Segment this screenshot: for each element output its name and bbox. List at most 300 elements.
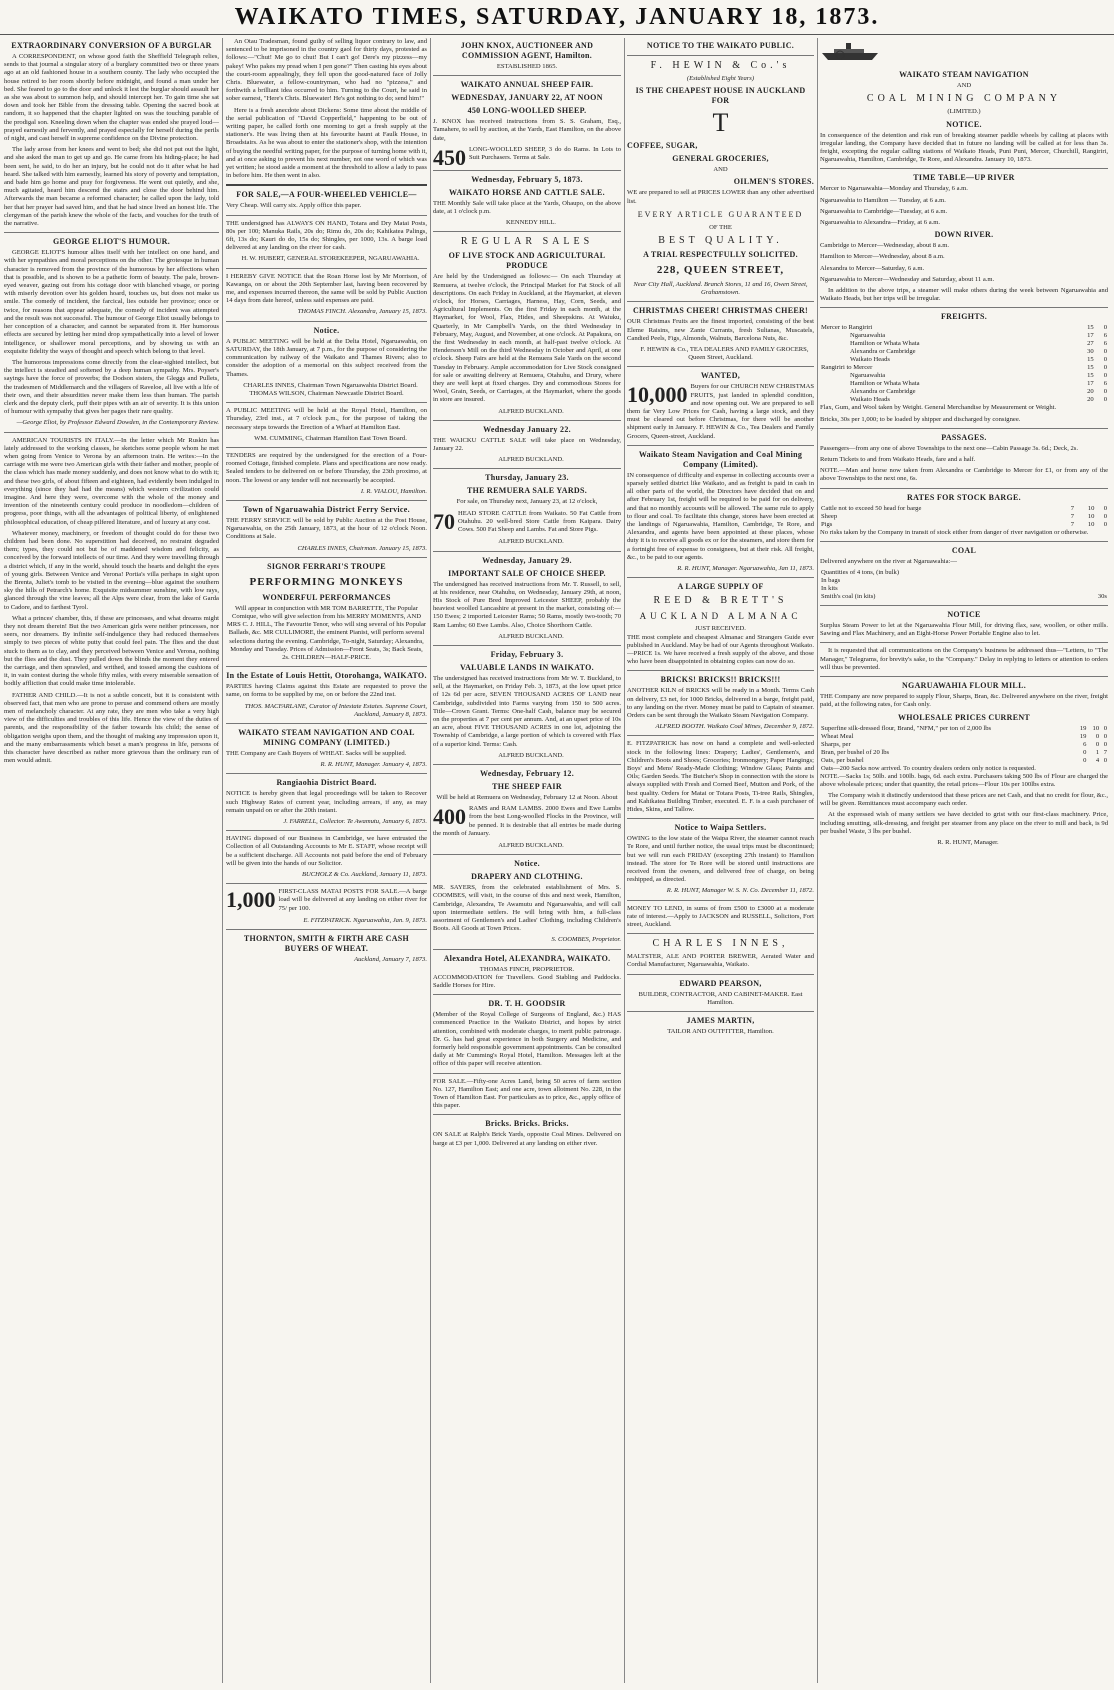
table-cell: 15 [1087, 372, 1094, 380]
table-row [820, 364, 1108, 372]
ad-big-number: 450 [433, 144, 466, 170]
table-cell: 0 [1103, 512, 1107, 520]
ad-headline: Notice. [313, 325, 340, 335]
ad-headline: OF LIVE STOCK AND AGRICULTURAL PRODUCE [448, 251, 606, 271]
ad-headline: NGARUAWAHIA FLOUR MILL. [901, 681, 1027, 691]
ad-subline: ESTABLISHED 1865. [496, 63, 558, 70]
divider [226, 883, 427, 884]
table-cell: 19 [1079, 732, 1087, 740]
divider [433, 994, 621, 995]
article-paragraph: Whatever money, machinery, or freedom of thought could do for these two children had been done. No superstition had deceived, no restraint degraded them; types, they could not but be of maddened wisdom and felicity, as conceived by the forward intellects of our time. And they were travelling through a district which, if any in the world, should touch the hearts and delight the eyes of young girls. Between Venice and Verona! Portia's villa perhaps in sight upon the Brenta, Juliet's tomb to be visited in the evening—blue against the southern sky the hills of Petrarch's home. Exquisite midsummer sunshine, with low rays, glanced through the vine leaves; all the Alps were clear, from the lake of Garda to Cadore, and to farthest Tyrol. [4, 529, 219, 611]
ad-text: Bricks, 30s per 1,000; to be loaded by shipper and discharged by consignee. [820, 415, 1021, 423]
table-cell: 0 [1103, 724, 1107, 732]
ad-subline: (LIMITED.) [947, 108, 981, 116]
ad-text: The Company wish it distinctly understood that these prices are net Cash, and that no credit for flour, &c., will be given. Remittances must accompany each order. [820, 791, 1108, 808]
divider [226, 321, 427, 322]
ad-headline: BEST QUALITY. [658, 235, 783, 247]
ad-text: For sale, on Thursday next, January 23, at 12 o'clock, [456, 498, 598, 506]
divider [433, 1073, 621, 1074]
ad-headline: REED & BRETT'S [653, 595, 788, 607]
ad-text: Buyers for our CHURCH NEW CHRISTMAS FRUITS, just landed in splendid condition, and now opening out. We are prepared to sell them far Very Low Prices for Cash, having a large stock, and they must be cleared out before Christmas, for there will be another shipment early in January. F. HEWIN & Co., Tea Dealers and Family Grocers, Queen-street, Auckland. [627, 383, 814, 440]
ad-cattle [433, 510, 621, 535]
column-5 [820, 38, 1108, 1683]
ad-headline: Wednesday, January 29. [482, 555, 572, 565]
steamship-icon [820, 40, 880, 62]
ad-headline: NOTICE. [946, 119, 982, 129]
ad-subline: BUILDER, CONTRACTOR, AND CABINET-MAKER. East Hamilton. [638, 990, 803, 1006]
ad-headline: OILMEN'S STORES. [733, 177, 814, 187]
ad-signature: R. R. HUNT, Manager. January 4, 1873. [320, 761, 427, 769]
ad-headline: Notice to Waipa Settlers. [674, 823, 767, 833]
ad-subline: JUST RECEIVED. [695, 625, 746, 633]
table-cell: Ngaruawahia [850, 372, 886, 380]
table-cell: 6 [1103, 332, 1107, 340]
table-cell: 30 [1087, 348, 1094, 356]
ad-headline: WANTED, [700, 371, 741, 381]
ad-headline: WAIKATO STEAM NAVIGATION AND COAL MINING COMPANY (LIMITED.) [238, 727, 415, 747]
table-cell: Cattle not to exceed 50 head for barge [821, 504, 922, 512]
ad-text: RAMS and RAM LAMBS. 2000 Ewes and Ewe Lambs from the best Long-woolled Flocks in the Province, will be penned. It is desirable that all entries be made during the month of January. [433, 805, 621, 837]
table-cell: Sheep [821, 512, 838, 520]
table-cell: 20 [1087, 396, 1094, 404]
ad-text: Return Tickets to and from Waikato Heads, fare and a half. [820, 456, 976, 464]
divider [433, 231, 621, 232]
ad-headline: Friday, February 3. [490, 649, 564, 659]
stock-rates-table [820, 505, 1108, 529]
table-cell: Rangiriri to Mercer [821, 364, 873, 372]
ad-signature: ALFRED BUCKLAND. [498, 407, 564, 415]
ad-text: E. FITZPATRICK has now on hand a complete and well-selected stock in the following lines: Drapery; Ladies', Gentlemen's, and Children's Boots and Shoes; Groceries; Ironmongery; Paper Hangings; Boys' and Mens' Ready-Made Clothing; Window Glass; Paints and Oils; Garden Seeds. The Butcher's Shop in connection with the store is always supplied with Fresh and Corned Beef, Mutton and Pork, of the best quality. Orders for Matai or Totara Posts, Ti-tree Rails, Shingles, and Kahikatea Building Timber, executed. E. F. is a cash purchaser of Hides, Skins, and Tallow. [627, 740, 814, 813]
ad-text: HAVING disposed of our Business in Cambridge, we have entrusted the Collection of all Outstanding Accounts to Mr E. STAFF, whose receipt will be a sufficient discharge. All Accounts not paid before the end of February will be given into the hands of our Solicitor. [226, 835, 427, 867]
ad-text: FIRST-CLASS MATAI POSTS FOR SALE.—A barge load will be delivered at any landing on either river for 75/ per 100. [278, 888, 427, 912]
ad-signature: KENNEDY HILL. [506, 219, 556, 227]
timetable-row: Ngaruawahia to Cambridge—Tuesday, at 6 a.m. [820, 207, 948, 215]
ad-text: TENDERS are required by the undersigned for the erection of a Four-roomed Cottage, finished complete. Plans and specifications are now ready. Sealed tenders to be delivered on or before Thursday, the 23th proximo, at noon. The lowest or any tender will not necessarily be accepted. [226, 451, 427, 484]
ad-headline: SIGNOR FERRARI'S TROUPE [267, 561, 386, 571]
divider [226, 723, 427, 724]
ad-text: ON SALE at Ralph's Brick Yards, opposite Coal Mines. Delivered on barge at £3 per 1,000. Delivered at any landing on either river. [433, 1131, 621, 1147]
table-cell: 0 [1103, 740, 1107, 748]
ad-text: The undersigned has received instructions from Mr. T. Russell, to sell, at his residence, near Otahuhu, on Wednesday, January 29th, at noon, His Stock of Pure Bred Improved Leicester SHEEP, probably the heaviest woolled Lancashire at present in the market, consisting of:— 150 Ewes; 2 imported Leicester Rams; 50 Rams, mostly two-tooth; 70 Ram Lambs; 60 Ewe Lambs. Also, Choice Shorthorn Cattle. [433, 580, 621, 629]
divider [433, 764, 621, 765]
timetable-row: Cambridge to Mercer—Wednesday, about 8 a.m. [820, 242, 950, 250]
ad-text: In consequence of the detention and risk run of breaking steamer paddle wheels by calling at places with irregular landing, the Company have decided that in future no landing will be called at for less than 3s. freight, excepting the regular calling stations of Waikato Heads, Puni Puni, Mercer, Churchill, Rangiriri, Ngaruawahia, Hamilton, Cambridge, Te Rore, and Alexandra. January 10, 1873. [820, 131, 1108, 164]
table-cell: Pigs [821, 520, 833, 528]
ad-headline: Bricks. Bricks. Bricks. [485, 1119, 569, 1129]
table-row [820, 340, 1108, 348]
article-paragraph: The lady arose from her knees and went to bed; she did not put out the light, and she asked the man to get up and go. He came from his hiding-place; he had been sent, he said, to do her an injury, but he could not do it after what he had heard. She talked with him earnestly, learned his story of poverty and temptation, and bade him go home and pray for forgiveness. He went out quietly, and she, much agitated, heard him descend the stairs and close the door behind him. Afterwards the man became a reformed character; he called upon the lady, told her that her prayer had saved him, and that he had since lived an honest life. The clergyman of the parish knew the whole of the facts, and vouches for the truth of the narrative. [4, 146, 219, 228]
table-cell: Hamilton or Whata Whata [850, 340, 920, 348]
divider [820, 307, 1108, 308]
divider [433, 949, 621, 950]
ad-text: A PUBLIC MEETING will be held at the Delta Hotel, Ngaruawahia, on SATURDAY, the 18th January, at 7 p.m., for the purpose of considering the communication by railway of the Waikato and Thames Rivers; also to consider the adoption of a memorial on this subject received from the Thames. [226, 337, 427, 378]
ad-text: Very Cheap. Will carry six. Apply office this paper. [226, 202, 362, 210]
table-cell: 10 [1092, 724, 1100, 732]
ad-headline: Waikato Steam Navigation and Coal Mining Company (Limited). [638, 449, 803, 469]
ad-headline: Rangiaohia District Board. [276, 778, 377, 788]
table-cell: 6 [1103, 380, 1107, 388]
divider [627, 301, 814, 302]
ad-headline: COAL [951, 545, 977, 555]
divider [433, 1114, 621, 1115]
column-3 [433, 38, 621, 1683]
table-cell: Mercer to Rangiriri [821, 324, 873, 332]
table-cell: Smith's coal (in kits) [821, 593, 876, 601]
article-paragraph: Here is a fresh anecdote about Dickens: Some time about the middle of the serial publication of "David Copperfield," happening to be out of writing paper, he called forth one morning to get a fresh supply at the stationer's. He was living then at his favourite haunt at Faulk House, in Broadstairs. As he was about to enter the stationer's shop, with the intention of buying the needful writing paper, for the purpose of turning home with it, and at once asking to prevent his next number, not one word of which was yet written; he stood aside a moment at the threshold to allow a lady to pass in before him. He then went in also. [226, 106, 427, 180]
ad-text: THE Monthly Sale will take place at the Yards, Ohaupo, on the above date, at 1 o'clock p.m. [433, 199, 621, 216]
ad-text: WE are prepared to sell at PRICES LOWER than any other advertised list. [627, 189, 814, 205]
ad-headline: In the Estate of Louis Hettit, Otorohanga, WAIKATO. [226, 671, 427, 681]
ad-subline: OF THE [709, 223, 732, 231]
divider [433, 170, 621, 171]
divider [226, 929, 427, 930]
divider [226, 557, 427, 558]
ad-headline: Town of Ngaruawahia District Ferry Service. [243, 504, 410, 514]
ad-sheep [433, 144, 621, 170]
table-row [820, 348, 1108, 356]
ad-headline: Wednesday, February 12. [479, 768, 575, 778]
ad-text: At the expressed wish of many settlers we have decided to grist with our first-class machinery. Price, including smutting, silk-dressing, and freight per steamer from any place on the river to mill and back, is 9d per bushel Waste, 3 lbs per bushel. [820, 811, 1108, 835]
table-cell [1073, 585, 1108, 593]
divider [820, 168, 1108, 169]
column-rule [430, 38, 431, 1683]
ad-text: MONEY TO LEND, in sums of from £500 to £3000 at a moderate rate of interest.—Apply to JACKSON and RUSSELL, Solicitors, Fort street, Auckland. [627, 904, 814, 928]
ad-text: THE undersigned has ALWAYS ON HAND, Totara and Dry Matai Posts, 80s per 100; Manuka Rails, 20s do; Rimu do, 20s do; Kahikatea Palings, 6ft, 13s do; Kauri do do, 15s do; Shingles, per 1000, 13s. A barge load delivered at any landing on the river for cash. [226, 219, 427, 252]
ad-subline: AND [713, 166, 728, 174]
table-row [820, 505, 1108, 513]
table-row [820, 593, 1108, 601]
ad-headline: PASSAGES. [941, 432, 987, 442]
table-row [820, 765, 1108, 773]
ad-headline: FREIGHTS. [940, 312, 988, 322]
table-cell: Waikato Heads [850, 396, 890, 404]
ad-headline: Alexandra Hotel, ALEXANDRA, WAIKATO. [443, 953, 611, 963]
table-cell: 0 [1095, 732, 1100, 740]
ad-headline: THE REMUERA SALE YARDS. [466, 486, 588, 496]
table-cell: Waikato Heads [850, 356, 890, 364]
timetable-row: Ngaruawahia to Alexandra—Friday, at 6 a.m. [820, 219, 941, 227]
table-cell: 10 [1087, 512, 1095, 520]
divider [627, 818, 814, 819]
ad-headline: JOHN KNOX, AUCTIONEER AND COMMISSION AGENT, Hamilton. [460, 41, 594, 60]
ad-signature: ALFRED BUCKLAND. [498, 538, 564, 546]
table-cell: Bran, per bushel of 20 lbs [821, 748, 890, 756]
table-cell [1073, 577, 1108, 585]
divider [433, 468, 621, 469]
ad-big-number: 10,000 [627, 382, 688, 408]
divider [4, 432, 219, 433]
prices-table [820, 725, 1108, 773]
table-row [820, 585, 1108, 593]
ad-text: NOTE.—Sacks 1s; 50lb. and 100lb. bags, 6d. each extra. Purchasers taking 500 lbs of Flour are charged the above wholesale prices; under that quantity, the retail prices—Flour 10s per 100lbs extra. [820, 772, 1108, 788]
column-rule [624, 38, 625, 1683]
table-cell: Ngaruawahia [850, 332, 886, 340]
ad-text: I HEREBY GIVE NOTICE that the Roan Horse lost by Mr Morrison, of Kawanga, on or about the 20th September last, having been recovered by me, and expenses incurred thereon, the same will be sold by Public Auction 14 days from date hereof, unless said expenses are paid. [226, 272, 427, 305]
table-row [820, 741, 1108, 749]
timetable-row: Alexandra to Mercer—Saturday, 6 a.m. [820, 264, 925, 272]
ad-headline: EVERY ARTICLE GUARANTEED [637, 209, 804, 219]
table-row [820, 757, 1108, 765]
divider [226, 184, 427, 186]
ad-text: ANOTHER KILN of BRICKS will be ready in a Month. Terms Cash on delivery, £3 net, for 1000 Bricks, delivered in a barge, freight paid, to any landing on the river. Money must be paid to Captain of steamer. Orders can be sent through the Waikato Steam Navigation Company. [627, 687, 814, 719]
ad-signature: J. FARRELL, Collector. Te Awamutu, January 6, 1873. [283, 818, 427, 825]
divider [627, 974, 814, 975]
ad-text: The undersigned has received instructions from Mr W. T. Buckland, to sell, at the Haymarket, on Friday Feb. 3, 1873, at the low upset price of 12s 6d per acre, SEVEN THOUSAND ACRES OF LAND near Cambridge, subdivided into Farms varying from 150 to 500 acres. Title—Crown Grant. Terms: One-half Cash, balance may be secured on the properties at 7 per cent per annum. And, at an upset price of 10s an acre, about FIVE THOUSAND ACRES in one lot, adjoining the Township of Cambridge, a large portion of which is covered with Flax of a superior kind. Terms: Cash. [433, 674, 621, 748]
ad-headline: CHARLES INNES, [652, 938, 789, 950]
ad-text: Will appear in conjunction with MR TOM BARRETTE, The Popular Comique, who will give selection from his MERRY MOMENTS, AND MRS C. J. HILL, The Favourite Tenor, who will sing several of his Popular Ballads, &c. MR CULLIMORE, the eminent Pianist, will perform several selections during the evening. Cambridge, To-night, Saturday; Alexandra, Monday and Tuesday. Prices of Admission—Front Seats, 3s; Back Seats, 2s. CHILDREN—HALF-PRICE. [226, 604, 427, 661]
ad-headline: RATES FOR STOCK BARGE. [907, 492, 1021, 502]
column-1 [4, 38, 219, 1683]
table-cell: 0 [1103, 520, 1107, 528]
column-rule [222, 38, 223, 1683]
table-cell: Hamilton or Whata Whata [850, 380, 920, 388]
article-paragraph: AMERICAN TOURISTS IN ITALY.—In the letter which Mr Ruskin has lately addressed to the working classes, he sketches some people whom he met when going from Venice to Verona by an afternoon train. He writes:—In the carriage with me were two American girls with their father and mother, people of the class which has made money suddenly, and does not know what to do with it; and these two girls, of about fifteen and eighteen, had evidently been indulged in everything (since they had had the means) which western civilization could imagine. And here they were, overcome with the whole of the money and invention of the nineteenth century could produce in noodledom—children of progress, poor things, with all the advantages of political liberty, of enlightened philosophical education, of cheap pilfered literature, and of luxury at any cost. [4, 436, 219, 526]
ad-signature: ALFRED BUCKLAND. [498, 841, 564, 849]
divider [820, 428, 1108, 429]
table-cell: 15 [1087, 324, 1094, 332]
ad-text: HEAD STORE CATTLE from Waikato. 50 Fat Cattle from Otahuhu. 20 well-bred Store Cattle from Kaipara. Dairy Cows. 500 Fat Sheep and Lambs. Fat and Store Pigs. [458, 509, 621, 534]
ad-text: J. KNOX has received instructions from S. S. Graham, Esq., Tamahere, to sell by auction, at the Yards, East Hamilton, on the above date, [433, 118, 621, 142]
ad-text: It is requested that all communications on the Company's business be addressed thus—"Letters, to "The Manager," Telegrams, for brevity's sake, to the "Company." Delay in replying to letters or attention to orders will thus be prevented. [820, 647, 1108, 671]
ad-headline: 228, QUEEN STREET, [656, 264, 785, 277]
ad-headline: TIME TABLE—UP RIVER [913, 173, 1015, 183]
ad-big-number: 400 [433, 804, 466, 830]
divider [433, 645, 621, 646]
ad-text: A PUBLIC MEETING will be held at the Royal Hotel, Hamilton, on Thursday, 23rd inst., at 7 o'clock p.m., for the purpose of taking the necessary steps towards the Erection of a Wharf at Hamilton East. [226, 407, 427, 431]
divider [820, 676, 1108, 677]
ad-signature: H. W. HUBERT, GENERAL STOREKEEPER, NGARUAWAHIA. [241, 255, 420, 263]
ad-text: Near City Hall, Auckland. Branch Stores, 11 and 16, Owen Street, Grahamstown. [633, 281, 808, 297]
divider [433, 75, 621, 76]
table-cell: Oats—200 Sacks now arrived. To country dealers orders only notice is requested. [821, 764, 1036, 772]
table-cell: 0 [1103, 756, 1107, 764]
table-cell: 15 [1087, 356, 1094, 364]
ad-headline: Wednesday, February 5, 1873. [471, 174, 583, 184]
ad-headline: WAIKATO STEAM NAVIGATION [899, 70, 1029, 80]
divider [226, 215, 427, 216]
table-cell: 0 [1103, 348, 1107, 356]
ad-big-number: 70 [433, 508, 455, 534]
ad-rams [433, 805, 621, 838]
ad-signature: R. R. HUNT, Manager. Ngaruawahia, Jan 11, 1873. [677, 565, 814, 573]
ad-text: THE Company are Cash Buyers of WHEAT. Sacks will be supplied. [226, 749, 407, 757]
divider [226, 402, 427, 403]
table-cell: 20 [1087, 388, 1094, 396]
divider [627, 670, 814, 671]
table-row [820, 380, 1108, 388]
table-row [820, 513, 1108, 521]
ad-signature: S. COOMBES, Proprietor. [551, 936, 621, 944]
table-cell: 0 [1095, 740, 1100, 748]
ad-text: NOTE.—Man and horse now taken from Alexandra or Cambridge to Mercer for £1, or from any of the above Townships to the next one, 6s. [820, 467, 1108, 483]
ad-headline: WEDNESDAY, JANUARY 22, AT NOON [451, 93, 603, 103]
table-cell: 6 [1083, 740, 1087, 748]
ad-headline: WAIKATO ANNUAL SHEEP FAIR. [460, 80, 594, 90]
table-row [820, 569, 1108, 577]
article-paragraph: The humorous impressions come directly from the clear-sighted intellect, but the intellect is steadied and softened by a deep human sympathy. Mrs. Poyser's sayings have the force of proverbs; the Dodson sisters, the Gleggs and Pullets, the tradesmen of Middlemarch and the villagers of Raveloe, all live with a life of their own, and their absurdities never make them less than human. The parish clerk and the deputy clerk, puff their pipes with an air of severity. It is this union of humour with sympathy that gives her pages their rare quality. [4, 358, 219, 416]
article-paragraph: An Otau Tradesman, found guilty of selling liquor contrary to law, and sentenced to be imprisoned in the country gaol for thirty days, protested as follows:—"Chut! Me go to chut! But I can't go! Dere's my pizzess—my pakey! Who pakes my pread when I pen gone?" Then casting his eyes about the court-room appealingly, they fell upon the good-natured face of Jolly Chris. Bluewater, a fellow-countryman, who had no "pizzess," and forthwith a brilliant idea occurred to him. Turning to the Court, he said in sober earnest, "Here's Chris. Bluewater! He's got nothing to do; send him!" [226, 38, 427, 103]
timetable-row: Ngaruawahia to Mercer—Wednesday and Saturday, about 11 a.m. [820, 275, 995, 283]
ad-text: Are held by the Undersigned as follows:— On each Thursday at Remuera, at twelve o'clock, the Principal Market for Fat Stock of all descriptions. On each Friday in Auckland, at the Haymarket, at eleven o'clock, for Horses, Carriages, Harness, Hay, Corn, Seeds, and Agricultural Implements. On the first Friday in each month, at the Haymarket, for Wool, Flax, Hides, and Sheepskins. At Waiuku, Quarterly, in Mr Campbell's Yards, on the third Wednesday in February, May, August, and November, at one o'clock. At Papakura, on the first Wednesday in each month, at half-past twelve o'clock. At Henderson's Mill on the third Wednesday in October and April, at one o'clock. Sheep Fairs are held at the Remuera Sale Yards on the second Tuesday in February. Ample accommodation for Live Stock consigned for sale or awaiting delivery at Remuera, Otahuhu, and Drury, where they are well kept at fixed charges. Dry and commodious Stores for Wool, Grain, Seeds, or Carriages, at the Haymarket, where the goods in store are insured. [433, 273, 621, 404]
table-cell: 0 [1103, 372, 1107, 380]
ad-headline: Notice. [514, 859, 540, 869]
ad-signature: R. R. HUNT, Manager. [937, 838, 999, 846]
ad-signature: Auckland, January 7, 1873. [354, 956, 427, 964]
table-row [820, 324, 1108, 332]
article-paragraph: GEORGE ELIOT'S humour allies itself with her intellect on one hand, and with her sympathies and moral perceptions on the other. The grotesque in human character is removed from the province of the humorous by her affections when that is possible, and is shown to be a pathetic form of beauty. The pale, brown-eyed weaver, gazing out from his cottage door with blanched visage, or poring with miserly devotion over his golden hoard, touches us, but does not make us smile. The comedy of incident, the farcical, lies outside her province; once or twice, for reasons that appear adequate, the comedy of incident was attempted and the result was not successful. The humour of George Eliot usually belongs to her conception of a character, and cannot be separated from it. Her humorous effects are secured by letting her mind drop sympathetically into a level of lower intelligence, or shallower moral perceptions, and by showing us with an exquisite fidelity the ways of thought and speech which belong to that level. [4, 249, 219, 355]
table-cell: 1 [1095, 748, 1100, 756]
table-cell: 0 [1103, 388, 1107, 396]
table-row [820, 388, 1108, 396]
article-paragraph: FATHER AND CHILD.—It is not a subtle conceit, but it is consistent with observed fact, that men who are prone to peruse and commend others are mostly men of melancholy character. At any rate, they are men who take a very high view of the difficulties and troubles of this life. Hence the view of the duties of parents, and the responsibility of the father towards his child; the sense of obligation weighs upon them, and the thought of making any impression upon it, and the many embarrassments which beset a man's progress in life, persons of this character have described as rather more grievous than the ordinary run of men would admit. [4, 691, 219, 765]
ad-subline: THOMAS FINCH, PROPRIETOR. [479, 965, 575, 973]
table-row [820, 733, 1108, 741]
table-cell: Alexandra or Cambridge [850, 388, 916, 396]
divider [627, 933, 814, 934]
table-cell: In kits [821, 585, 838, 593]
table-row [820, 396, 1108, 404]
table-row [820, 332, 1108, 340]
ad-headline: F. HEWIN & Co.'s [650, 60, 791, 71]
divider [627, 366, 814, 367]
table-cell: Superfine silk-dressed flour, Brand, "NFM," per ton of 2,000 lbs [821, 724, 992, 732]
article-source: —George Eliot, by Professor Edward Dowden, in the Contemporary Review. [16, 419, 219, 427]
ad-signature: THOMAS FINCH. Alexandra, January 15, 1873. [297, 308, 427, 316]
table-cell: 0 [1103, 396, 1107, 404]
ad-headline: IS THE CHEAPEST HOUSE IN AUCKLAND FOR [635, 86, 806, 106]
table-cell: 0 [1103, 324, 1107, 332]
divider [433, 854, 621, 855]
article-paragraph: A CORRESPONDENT, on whose good faith the Sheffield Telegraph relies, sends to that journal a singular story of a burglary committed two or three years ago at an old fashioned house in a southern county. The lady who occupied the house retired to her room shortly before midnight, and found a man under her bed. She feared to go to the door and unlock it lest the burglar should assault her as she was about to summon help, and should intercept her. To gain time she sat down and took her Bible from the dressing table. Opening the sacred book at random, it so happened that the chapter lighted on was the touching parable of the prodigal son. Kneeling down when the chapter was ended she prayed loud—prayed earnestly and fervently, and prayed especially for herself during the perils of night, and cast herself in supreme confidence on the Divine protection. [4, 53, 219, 143]
table-cell: Alexandra or Cambridge [850, 348, 916, 356]
ad-signature: ALFRED BOOTH. Waikato Coal Mines, December 9, 1872. [655, 723, 814, 731]
ad-subline: TAILOR AND OUTFITTER, Hamilton. [667, 1028, 774, 1035]
ad-signature: ALFRED BUCKLAND. [498, 456, 564, 464]
table-cell: 0 [1103, 504, 1107, 512]
ad-headline: WHOLESALE PRICES CURRENT [897, 712, 1031, 722]
table-cell: Quantities of 4 tons, (in bulk) [821, 569, 900, 577]
article-headline: GEORGE ELIOT'S HUMOUR. [52, 237, 171, 247]
ad-headline: NOTICE [947, 610, 981, 620]
ad-headline: VALUABLE LANDS IN WAIKATO. [460, 662, 594, 672]
ad-text: THE Company are now prepared to supply Flour, Sharps, Bran, &c. Delivered anywhere on the river, freight paid, at the following rates, for Cash only. [820, 693, 1108, 709]
ad-signature: WM. CUMMING, Chairman Hamilton East Town Board. [254, 434, 407, 442]
table-cell: Wheat Meal [821, 732, 854, 740]
divider [226, 666, 427, 667]
ad-text: Flax, Gum, and Wool taken by Weight. General Merchandise by Measurement or Weight. [820, 404, 1057, 412]
ad-signature: I. R. VIALOU, Hamilton. [360, 487, 427, 495]
divider [820, 488, 1108, 489]
ad-text: NOTICE is hereby given that legal proceedings will be taken to Recover such Highway Rates of current year, including arrears, if any, as may remain unpaid on or after the 20th instant. [226, 790, 427, 814]
ad-text: FOR SALE.—Fifty-one Acres Land, being 50 acres of farm section No. 127, Hamilton East; and one acre, town allotment No. 228, in the Town of Hamilton East. For particulars as to price, &c., apply office of this paper. [433, 1077, 621, 1110]
divider [627, 577, 814, 578]
ad-text: (Member of the Royal College of Surgeons of England, &c.) HAS commenced Practice in the Waikato District, and hopes by strict attention, combined with moderate charges, to merit public patronage. Dr. G. has had great experience in both Surgery and Medicine, and formerly held responsible government appointments. Can be consulted daily at Mr Cumming's Royal Hotel, Hamilton. Messages left at the office of this paper will receive attention. [433, 1011, 621, 1068]
ad-headline: REGULAR SALES [460, 236, 594, 248]
ad-signature: BUCHOLZ & Co. Auckland, January 11, 1873. [301, 871, 427, 879]
table-cell: 17 [1087, 380, 1094, 388]
table-cell: 10 [1087, 504, 1095, 512]
divider [4, 232, 219, 233]
table-cell: Sharps, per [821, 740, 851, 748]
table-cell: 0 [1103, 364, 1107, 372]
divider [627, 445, 814, 446]
ad-headline: IMPORTANT SALE OF CHOICE SHEEP. [448, 568, 606, 578]
ad-headline: A LARGE SUPPLY OF [677, 582, 764, 592]
table-row [820, 725, 1108, 733]
ad-signature: F. HEWIN & Co., TEA DEALERS AND FAMILY GROCERS, Queen Street, Auckland. [640, 346, 809, 362]
ad-signature: E. FITZPATRICK. Ngaruawahia, Jan. 9, 1873. [303, 916, 427, 924]
ad-big-letter: T [712, 108, 729, 138]
table-cell: 6 [1103, 340, 1107, 348]
table-cell: 19 [1079, 724, 1087, 732]
divider [820, 541, 1108, 542]
table-cell: 15 [1087, 364, 1094, 372]
column-2 [226, 38, 427, 1683]
ad-text: THE WAICKU CATTLE SALE will take place on Wednesday, January 22. [433, 436, 621, 453]
ad-text: MR. SAYERS, from the celebrated establishment of Mrs. S. COOMBES, will visit, in the course of this and next week, Hamilton, Cambridge, Alexandra, Te Awamutu and Ngaruawahia, and will call upon intermediate settlers. He will bring with him, a full-class assortment of Gentlemen's and Ladies' Clothing, including Children's Boots. All Goods at Town Prices. [433, 884, 621, 933]
divider [627, 1011, 814, 1012]
divider [627, 900, 814, 901]
table-cell: 7 [1070, 520, 1075, 528]
ad-signature: ALFRED BUCKLAND. [498, 751, 564, 759]
ad-signature: R. R. HUNT, Manager W. S. N. Co. December 11, 1872. [666, 887, 814, 895]
table-row [820, 356, 1108, 364]
table-cell: 7 [1070, 504, 1075, 512]
ad-signature: ALFRED BUCKLAND. [498, 632, 564, 640]
ad-headline: GENERAL GROCERIES, [672, 154, 769, 164]
divider [820, 605, 1108, 606]
ad-text: THE most complete and cheapest Almanac and Strangers Guide ever published in Auckland. May be had of our Agents throughout Waikato.—PRICE 1s. We have received a fresh supply of the above, and those who have been disappointed in obtaining copies can now do so. [627, 633, 814, 666]
ad-headline: COFFEE, SUGAR, [627, 141, 698, 151]
ad-headline: PERFORMING MONKEYS [249, 575, 404, 588]
coal-table [820, 569, 1108, 601]
table-cell: 0 [1083, 756, 1087, 764]
table-row [820, 521, 1108, 529]
ad-headline: THE SHEEP FAIR [492, 781, 562, 791]
ad-text: PARTIES having Claims against this Estate are requested to prove the same, on forms to be supplied by me, on or before the 22nd inst. [226, 683, 427, 699]
ad-headline: AUCKLAND ALMANAC [639, 611, 802, 622]
ad-text: LONG-WOOLLED SHEEP, 3 do do Rams. In Lots to Suit Purchasers. Terms at Sale. [469, 145, 621, 162]
column-4 [627, 38, 814, 1683]
ad-headline: EDWARD PEARSON, [679, 978, 762, 988]
ad-headline: 450 LONG-WOOLLED SHEEP. [467, 106, 587, 116]
ad-headline: COAL MINING COMPANY [866, 93, 1062, 105]
masthead: WAIKATO TIMES, SATURDAY, JANUARY 18, 1873. [0, 0, 1114, 35]
divider [226, 447, 427, 448]
ad-headline: DRAPERY AND CLOTHING. [471, 872, 583, 882]
ad-headline: BRICKS! BRICKS!! BRICKS!!! [660, 675, 781, 685]
ad-text: In addition to the above trips, a steamer will make others during the week between Ngaruawahia and Waikato Heads, but her trips will be irregular. [820, 287, 1108, 303]
ad-headline: DOWN RIVER. [934, 230, 994, 240]
ad-headline: Wednesday January 22. [483, 424, 571, 434]
ad-text: IN consequence of difficulty and expense in collecting accounts over a sparsely settled district like Waikato, and as freight is paid in cash in all other parts of the world, the Directors have decided that on and after February 1st, freight will be required to be paid for on delivery, and that no monthly accounts will be allowed. The same rule to apply to flour and coal. To facilitate this change, stores have been erected at the landings of Ngaruawahia, Hamilton, Cambridge, Te Rore, and Alexandra, and agents have been appointed at these places, whose duty it is to receive all goods ex or for the steamers, and store them for a fortnight free of expense to consignees, but at their risk. All freight, &c., to be paid to our agents. [627, 471, 814, 561]
table-cell: Oats, per bushel [821, 756, 864, 764]
ad-headline: CHRISTMAS CHEER! CHRISTMAS CHEER! [632, 306, 809, 316]
ad-text: OWING to the low state of the Waipa River, the steamer cannot reach Te Rore, and until further notice, the usual trips must be discontinued; but we will run each FRIDAY (excepting 27th instant) to Hamilton instead. The store for Te Rore will be stored until instructions are received from the owners, and delivered free of charge, on being reshipped, as directed. [627, 835, 814, 884]
ad-text: THE FERRY SERVICE will be sold by Public Auction at the Post House, Ngaruawahia, on the 25th January, 1873, at the hour of 12 o'clock Noon. Conditions at Sale. [226, 516, 427, 541]
divider [226, 500, 427, 501]
table-cell: 4 [1095, 756, 1100, 764]
ad-signature: THOS. MACFARLANE, Curator of Intestate Estates. Supreme Court, Auckland, January 8, 1873. [244, 702, 427, 718]
ad-headline: Thursday, January 23. [485, 473, 569, 483]
ad-text: Passengers—from any one of above Townships to the next one—Cabin Passage 3s. 6d.; Deck, 2s. [820, 444, 1078, 452]
column-rule [817, 38, 818, 1683]
ad-text: No risks taken by the Company in transit of stock either from danger of river navigation or otherwise. [820, 528, 1089, 536]
timetable-row: Mercer to Ngaruawahia—Monday and Thursday, 6 a.m. [820, 185, 968, 193]
ad-posts [226, 888, 427, 913]
table-cell: In bags [821, 577, 841, 585]
divider [226, 830, 427, 831]
